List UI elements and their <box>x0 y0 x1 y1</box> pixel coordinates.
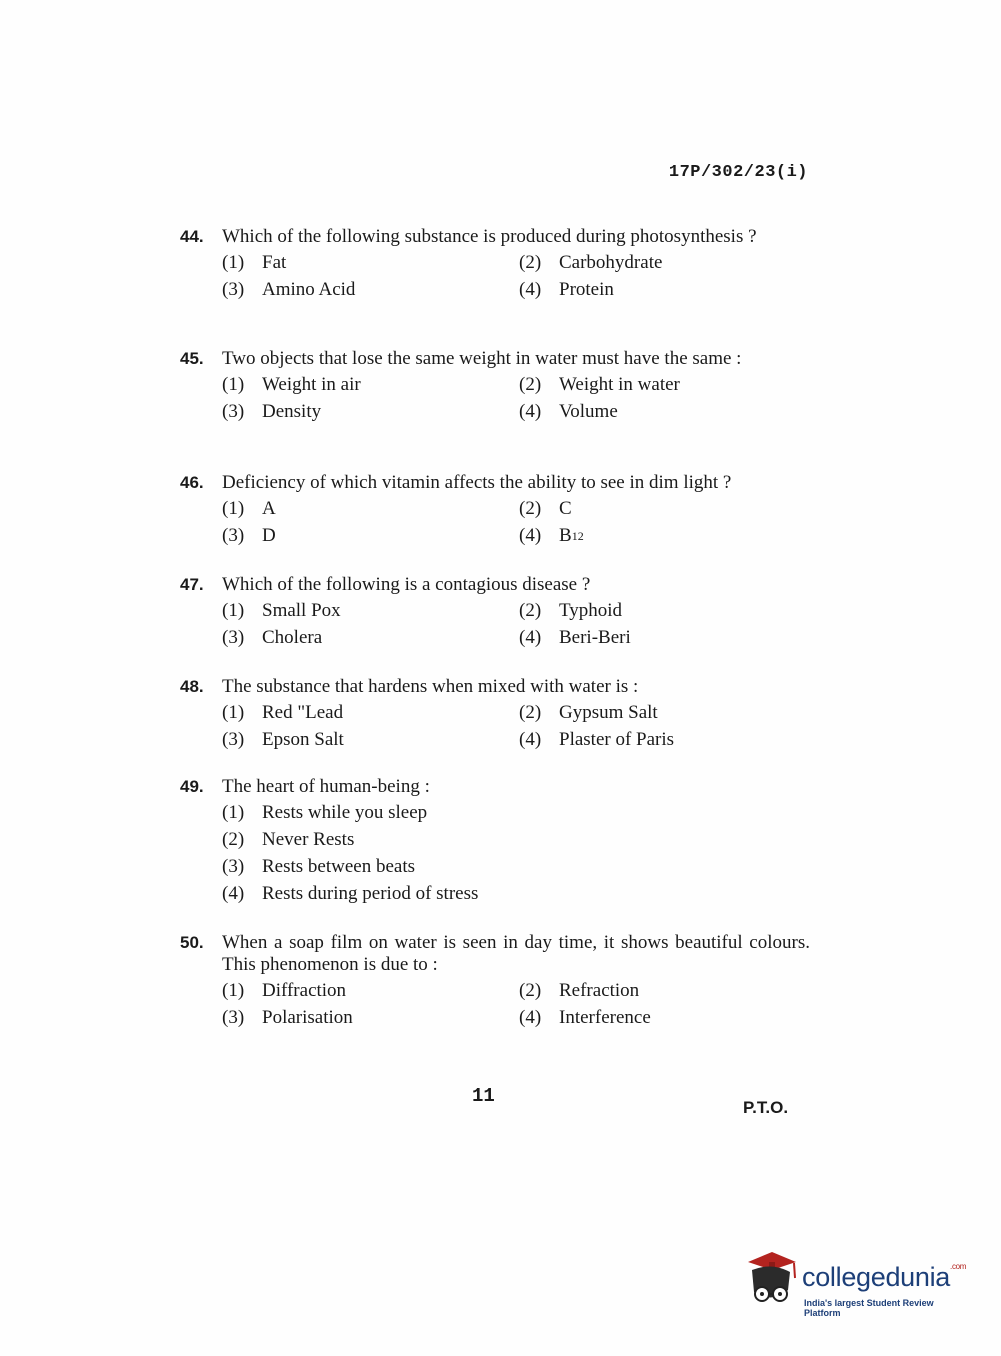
option-4: (4) Protein <box>519 279 614 300</box>
question-48 <box>180 676 810 751</box>
question-number: 46. <box>180 473 204 492</box>
option-3: (3) Epson Salt <box>222 729 344 750</box>
question-number: 50. <box>180 933 204 952</box>
option-1: (1) Diffraction <box>222 980 347 1001</box>
brand-name: collegedunia$^{.com}$ <box>802 1262 967 1292</box>
option-4: (4) Plaster of Paris <box>519 729 675 750</box>
question-text: Deficiency of which vitamin affects the ability to see in dim light ? <box>222 472 732 493</box>
option-3: (3) Density <box>222 401 322 422</box>
question-text: Which of the following is a contagious disease ? <box>222 574 591 595</box>
option-4: (4) Interference <box>519 1007 651 1028</box>
question-text: Which of the following substance is produced during photosynthesis ? <box>222 226 757 247</box>
option-2: (2) Typhoid <box>519 600 623 621</box>
option-3: (3) D <box>222 525 276 546</box>
question-text: The heart of human-being : <box>222 776 430 797</box>
question-text: The substance that hardens when mixed with water is : <box>222 676 639 697</box>
option-2: (2) Weight in water <box>519 374 680 395</box>
question-text: When a soap film on water is seen in day time, it shows beautiful colours. This phenomenon is due to : <box>222 932 810 975</box>
question-46 <box>180 472 810 547</box>
question-number: 48. <box>180 677 204 696</box>
option-2: (2) Gypsum Salt <box>519 702 658 723</box>
option-4: (4) Volume <box>519 401 618 422</box>
option-4: (4) Rests during period of stress <box>222 883 479 904</box>
option-3: (3) Rests between beats <box>222 856 416 877</box>
option-1: (1) Small Pox <box>222 600 341 621</box>
option-3: (3) Cholera <box>222 627 323 648</box>
question-number: 47. <box>180 575 204 594</box>
option-1: (1) Fat <box>222 252 287 273</box>
question-text: Two objects that lose the same weight in water must have the same : <box>222 348 742 369</box>
question-47 <box>180 574 810 649</box>
question-49 <box>180 776 810 905</box>
option-4: (4) Beri-Beri <box>519 627 631 648</box>
collegedunia-watermark <box>742 1248 972 1318</box>
pto-label: P.T.O. <box>743 1098 789 1117</box>
option-1: (1) A <box>222 498 276 519</box>
option-1: (1) Weight in air <box>222 374 361 395</box>
option-3: (3) Polarisation <box>222 1007 353 1028</box>
option-1: (1) Red "Lead <box>222 702 344 723</box>
question-number: 44. <box>180 227 204 246</box>
option-2: (2) C <box>519 498 572 519</box>
question-44 <box>180 226 810 301</box>
page-number: 11 <box>472 1085 495 1107</box>
subscript: 12 <box>571 529 584 543</box>
option-4: (4) B 12 <box>519 525 584 546</box>
brand-tagline: India's largest Student Review Platform <box>804 1298 934 1318</box>
paper-code: 17P/302/23(i) <box>668 163 808 182</box>
option-2: (2) Never Rests <box>222 829 355 850</box>
option-1: (1) Rests while you sleep <box>222 802 428 823</box>
collegedunia-logo-icon <box>742 1248 800 1314</box>
question-number: 49. <box>180 777 204 796</box>
option-2: (2) Carbohydrate <box>519 252 663 273</box>
option-3: (3) Amino Acid <box>222 279 356 300</box>
question-45 <box>180 348 810 423</box>
question-number: 45. <box>180 349 204 368</box>
question-50 <box>180 932 810 1029</box>
option-2: (2) Refraction <box>519 980 640 1001</box>
